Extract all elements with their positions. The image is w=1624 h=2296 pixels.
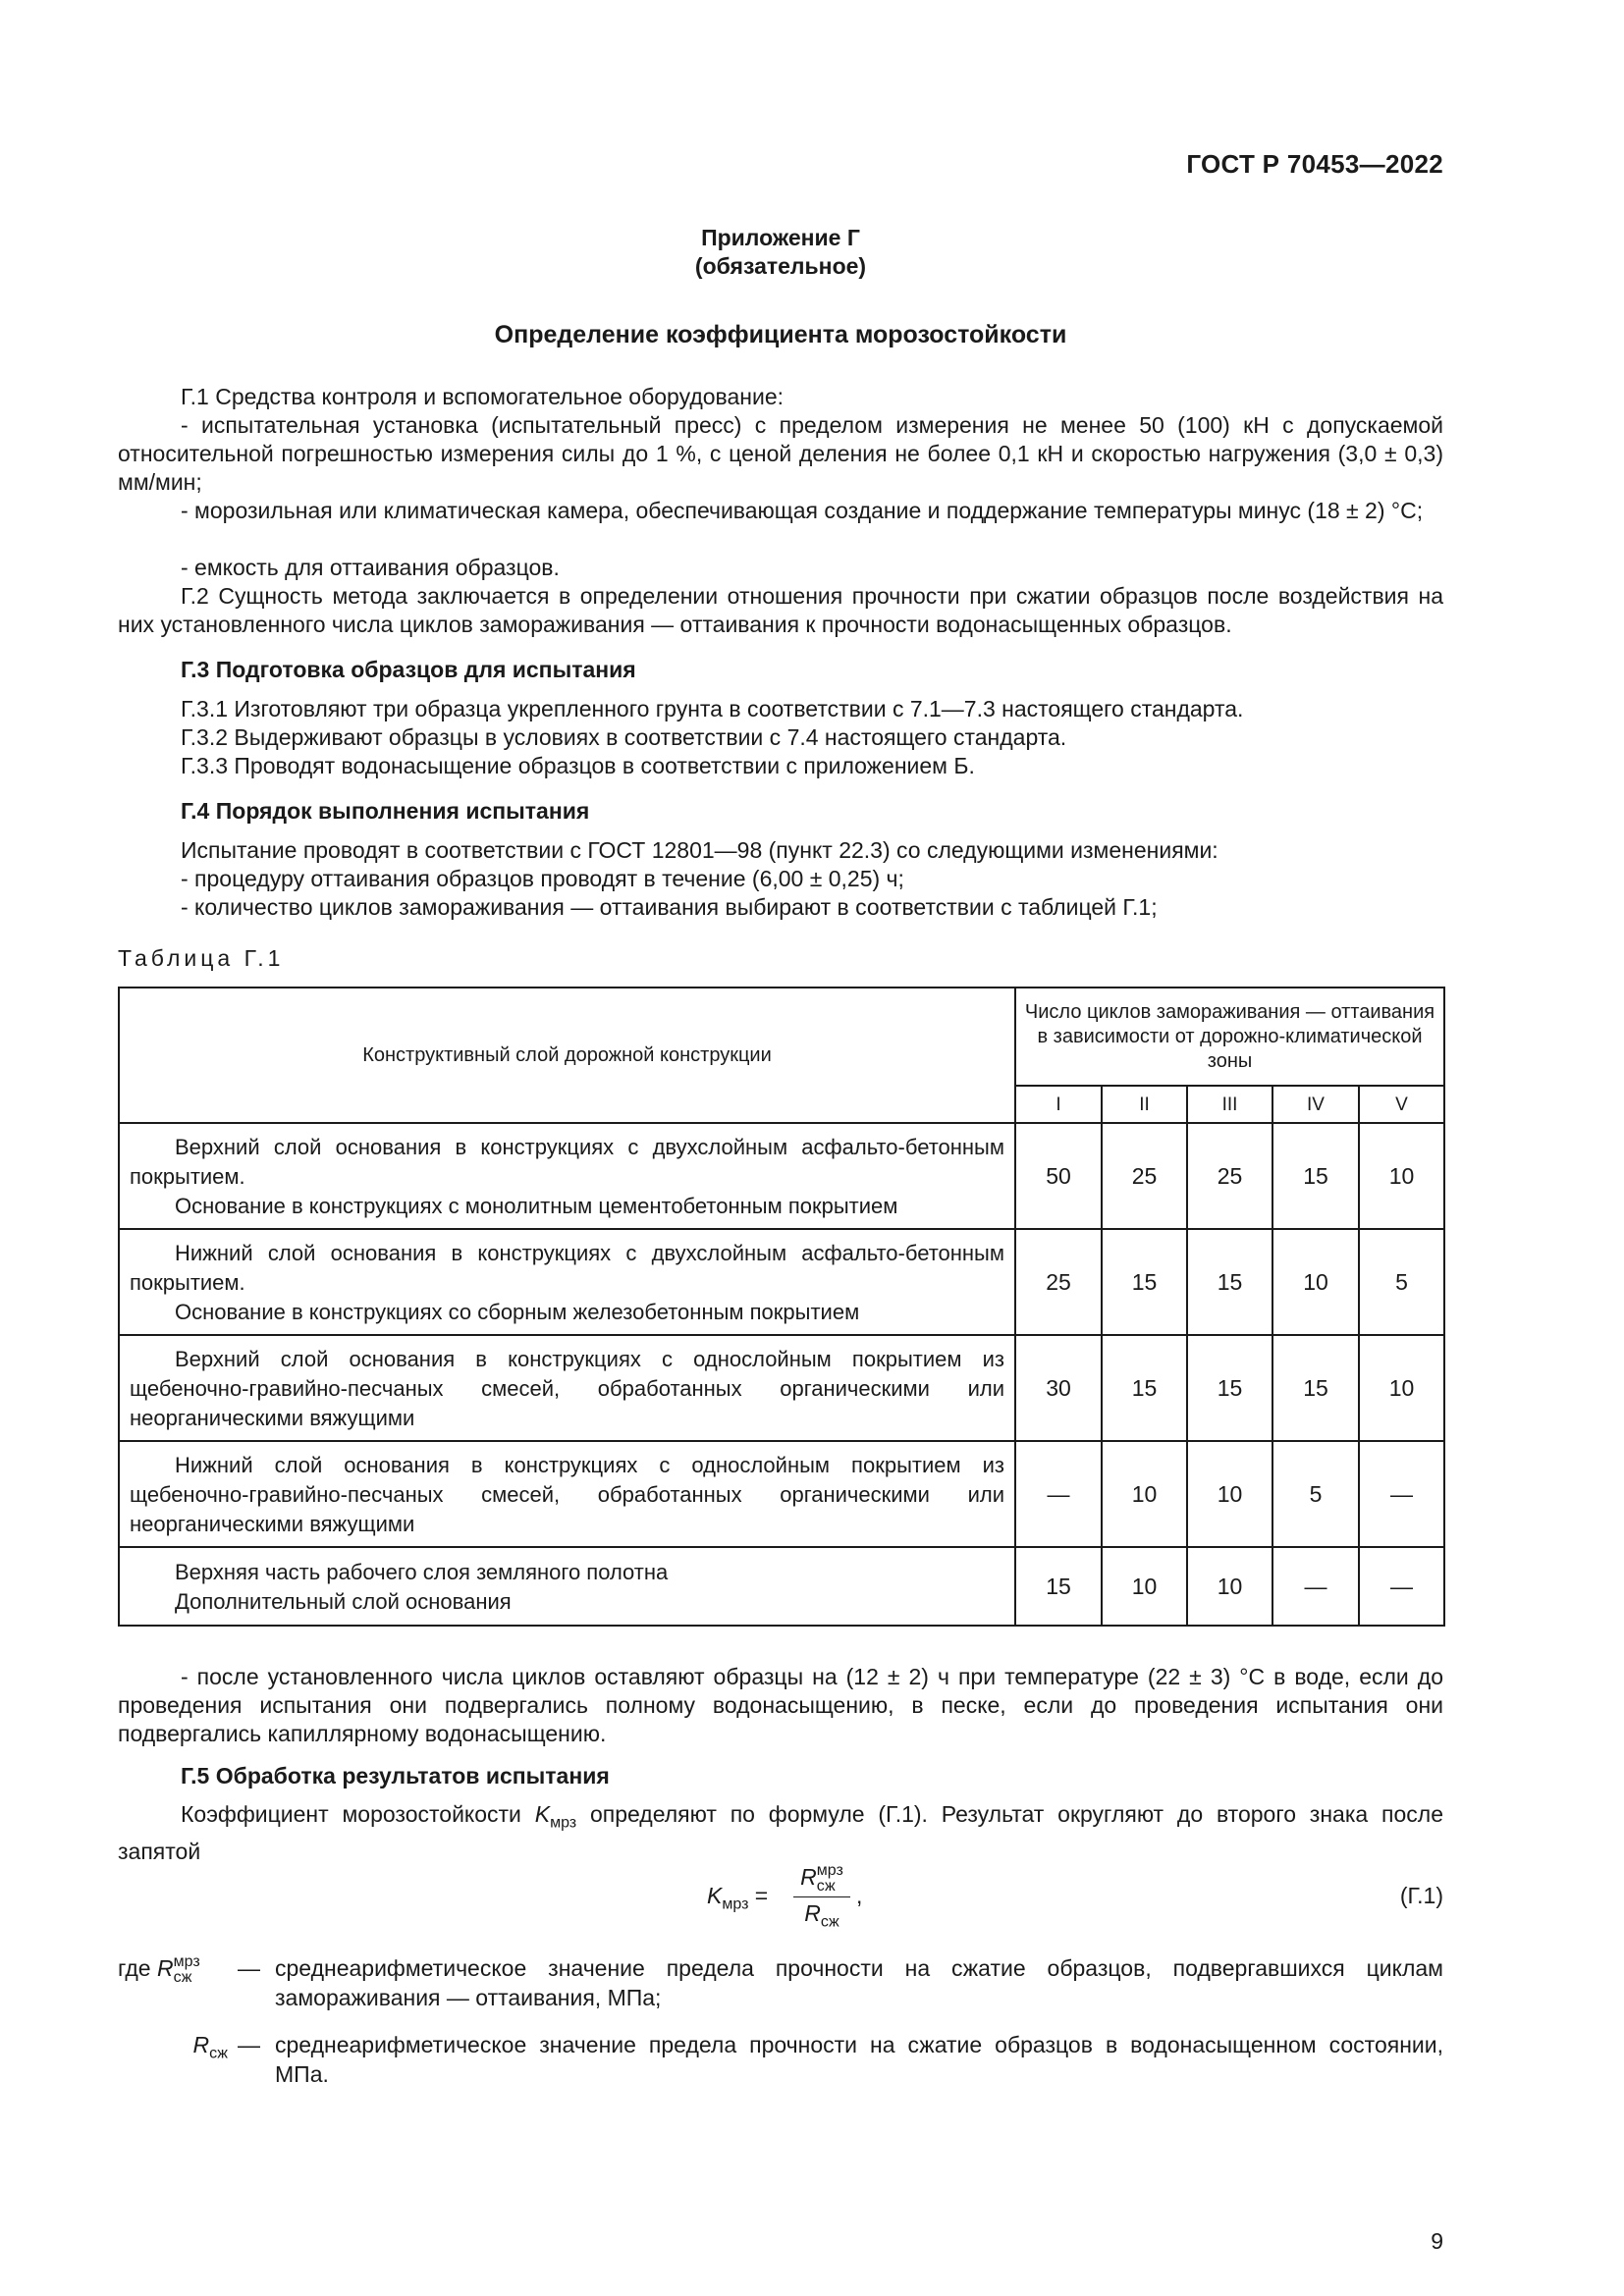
cycles-value: 30 <box>1015 1335 1102 1441</box>
document-page <box>118 0 1443 2296</box>
cycles-value: 25 <box>1102 1123 1187 1229</box>
g1-item3: - емкость для оттаивания образцов. <box>181 555 560 580</box>
cycles-value: — <box>1359 1547 1444 1626</box>
cycles-value: 10 <box>1272 1229 1359 1335</box>
g5-text-after: определяют по формуле (Г.1). Результат округляют до второго знака после запятой <box>118 1801 1443 1864</box>
cycles-value: 15 <box>1102 1335 1187 1441</box>
k-subscript: мрз <box>550 1814 577 1832</box>
cycles-value: 25 <box>1187 1123 1272 1229</box>
cycles-value: 15 <box>1102 1229 1187 1335</box>
cycles-value: 10 <box>1359 1123 1444 1229</box>
g3-p2: Г.3.2 Выдерживают образцы в условиях в соответствии с 7.4 настоящего стандарта. <box>181 724 1067 750</box>
g3-p3: Г.3.3 Проводят водонасыщение образцов в соответствии с приложением Б. <box>181 753 975 778</box>
formula <box>707 1861 1001 1932</box>
table-header-zone: V <box>1359 1086 1444 1123</box>
g4-p2: - процедуру оттаивания образцов проводят в течение (6,00 ± 0,25) ч; <box>181 866 904 891</box>
r-subscript: сж <box>209 2045 228 2062</box>
r-symbol: R <box>156 1955 174 1981</box>
g3-heading: Г.3 Подготовка образцов для испытания <box>181 657 636 682</box>
definition-text: среднеарифметическое значение предела прочности на сжатие образцов в водонасыщенном состоянии, МПа. <box>275 2032 1443 2087</box>
layer-line: Нижний слой основания в конструкциях с однослойным покрытием из щебеночно-гравийно-песчаных смесей, обработанных органическими или неорганическими вяжущими <box>130 1453 1004 1536</box>
table-header-zone: III <box>1187 1086 1272 1123</box>
table-row <box>119 1123 1444 1229</box>
g1-item2: - морозильная или климатическая камера, обеспечивающая создание и поддержание температуры минус (18 ± 2) °С; <box>181 498 1424 523</box>
r-superscript: мрз <box>173 1953 200 1970</box>
cycles-value: — <box>1359 1441 1444 1547</box>
cycles-value: 50 <box>1015 1123 1102 1229</box>
r-symbol: R <box>192 2032 210 2057</box>
page-number: 9 <box>1431 2228 1443 2254</box>
layer-line: Основание в конструкциях с монолитным цементобетонным покрытием <box>175 1194 898 1218</box>
layer-line: Верхний слой основания в конструкциях с однослойным покрытием из щебеночно-гравийно-песчаных смесей, обработанных органическими или неорганическими вяжущими <box>130 1347 1004 1430</box>
table-header-zone: IV <box>1272 1086 1359 1123</box>
cycles-value: 10 <box>1187 1441 1272 1547</box>
cycles-value: 5 <box>1272 1441 1359 1547</box>
section-title: Определение коэффициента морозостойкости <box>494 321 1067 348</box>
r-subscript: сж <box>820 1913 839 1931</box>
r-symbol: R <box>800 1864 817 1890</box>
definition-term <box>118 1953 228 1986</box>
layer-line: Дополнительный слой основания <box>175 1589 512 1614</box>
table-row <box>119 1441 1444 1547</box>
g5-heading: Г.5 Обработка результатов испытания <box>181 1763 610 1789</box>
appendix-status: (обязательное) <box>694 253 867 279</box>
definition-row <box>118 2030 1443 2089</box>
fraction-numerator <box>791 1863 852 1895</box>
table-row <box>119 1547 1444 1626</box>
g5-paragraph <box>118 1800 1443 1866</box>
g4-p1: Испытание проводят в соответствии с ГОСТ 12801—98 (пункт 22.3) со следующими изменениями: <box>181 837 1218 863</box>
cycles-table <box>118 987 1445 1627</box>
cycles-value: 15 <box>1272 1335 1359 1441</box>
table-caption: Таблица Г.1 <box>118 945 285 971</box>
layer-description <box>119 1335 1015 1441</box>
g4-p3: - количество циклов замораживания — оттаивания выбирают в соответствии с таблицей Г.1; <box>181 894 1158 920</box>
layer-line: Верхний слой основания в конструкциях с двухслойным асфальто-бетонным покрытием. <box>130 1135 1004 1189</box>
definition-text: среднеарифметическое значение предела прочности на сжатие образцов, подвергавшихся циклам замораживания — оттаивания, МПа; <box>275 1955 1443 2010</box>
table-header-zone: II <box>1102 1086 1187 1123</box>
layer-description <box>119 1441 1015 1547</box>
r-superscript: мрз <box>816 1862 843 1879</box>
table-header-cycles: Число циклов замораживания — оттаивания в зависимости от дорожно-климатической зоны <box>1015 988 1444 1086</box>
cycles-value: 15 <box>1187 1229 1272 1335</box>
standard-code: ГОСТ Р 70453—2022 <box>1186 149 1443 179</box>
after-table-paragraph: - после установленного числа циклов оставляют образцы на (12 ± 2) ч при температуре (22 ± 3) °С в воде, если до проведения испытания они подвергались полному водонасыщению, в песке, если до проведения испытания они подвергались капиллярному водонасыщению. <box>118 1664 1443 1746</box>
cycles-value: 10 <box>1102 1547 1187 1626</box>
formula-lhs <box>707 1883 768 1914</box>
k-symbol: K <box>707 1883 723 1908</box>
g5-text-before: Коэффициент морозостойкости <box>181 1801 535 1827</box>
g1-item1: - испытательная установка (испытательный пресс) с пределом измерения не менее 50 (100) кН с допускаемой относительной погрешностью измерения силы до 1 %, с ценой деления не более 0,1 кН и скоростью нагружения (3,0 ± 0,3) мм/мин; <box>118 412 1443 495</box>
cycles-value: 15 <box>1272 1123 1359 1229</box>
k-subscript: мрз <box>722 1896 749 1913</box>
fraction-bar <box>793 1896 850 1897</box>
layer-description <box>119 1229 1015 1335</box>
cycles-value: — <box>1015 1441 1102 1547</box>
definition-dash: — <box>238 2032 260 2057</box>
definition-term <box>118 2030 228 2069</box>
formula-comma: , <box>856 1883 863 1908</box>
r-subscript: сж <box>816 1878 836 1895</box>
cycles-value: 10 <box>1359 1335 1444 1441</box>
formula-number: (Г.1) <box>1399 1883 1443 1908</box>
definition-row <box>118 1953 1443 2012</box>
table-row <box>119 1229 1444 1335</box>
g1-intro: Г.1 Средства контроля и вспомогательное оборудование: <box>181 384 785 409</box>
g3-p1: Г.3.1 Изготовляют три образца укрепленного грунта в соответствии с 7.1—7.3 настоящего стандарта. <box>181 696 1244 721</box>
layer-line: Нижний слой основания в конструкциях с двухслойным асфальто-бетонным покрытием. <box>130 1241 1004 1295</box>
r-subscript: сж <box>173 1969 192 1986</box>
cycles-value: 15 <box>1187 1335 1272 1441</box>
cycles-value: 25 <box>1015 1229 1102 1335</box>
layer-description <box>119 1547 1015 1626</box>
layer-line: Основание в конструкциях со сборным железобетонным покрытием <box>175 1300 860 1324</box>
appendix-heading <box>118 224 1443 281</box>
where-label: где <box>118 1955 157 1981</box>
cycles-value: 10 <box>1187 1547 1272 1626</box>
k-symbol: K <box>534 1801 551 1827</box>
layer-description <box>119 1123 1015 1229</box>
table-header-zone: I <box>1015 1086 1102 1123</box>
table-row <box>119 1335 1444 1441</box>
equals-sign: = <box>748 1883 769 1908</box>
table-header-layer: Конструктивный слой дорожной конструкции <box>119 988 1015 1123</box>
r-symbol: R <box>804 1900 821 1926</box>
cycles-value: 15 <box>1015 1547 1102 1626</box>
layer-line: Верхняя часть рабочего слоя земляного полотна <box>175 1560 669 1584</box>
cycles-value: — <box>1272 1547 1359 1626</box>
g4-heading: Г.4 Порядок выполнения испытания <box>181 798 590 824</box>
g2-paragraph: Г.2 Сущность метода заключается в определении отношения прочности при сжатии образцов после воздействия на них установленного числа циклов замораживания — оттаивания к прочности водонасыщенных образцов. <box>118 583 1443 637</box>
appendix-title: Приложение Г <box>701 225 860 250</box>
cycles-value: 10 <box>1102 1441 1187 1547</box>
definition-dash: — <box>238 1955 260 1981</box>
cycles-value: 5 <box>1359 1229 1444 1335</box>
fraction-denominator <box>791 1900 852 1932</box>
